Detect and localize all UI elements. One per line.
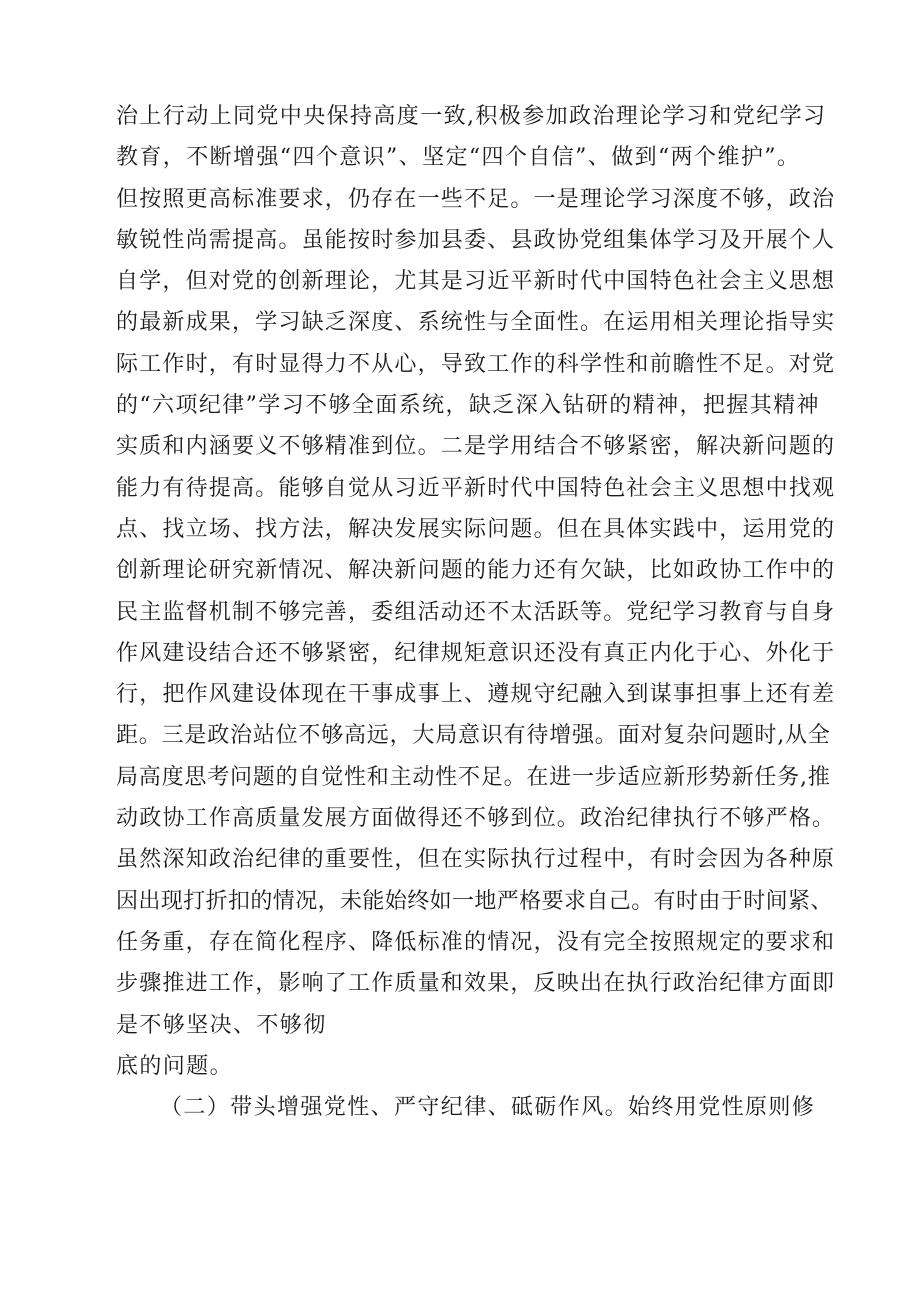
- text-line: 行，把作风建设体现在干事成事上、遵规守纪融入到谋事担事上还有差: [116, 682, 836, 708]
- text-line: 的“六项纪律”学习不够全面系统，缺乏深入钻研的精神，把握其精神: [116, 393, 820, 419]
- text-line: 距。三是政治站位不够高远，大局意识有待增强。面对复杂问题时,从全: [116, 723, 831, 749]
- text-line: 能力有待提高。能够自觉从习近平新时代中国特色社会主义思想中找观: [116, 475, 836, 501]
- section-heading: （二）带头增强党性、严守纪律、砥砺作风。始终用党性原则修: [160, 1095, 816, 1121]
- text-line: 民主监督机制不够完善，委组活动还不太活跃等。党纪学习教育与自身: [116, 599, 836, 625]
- text-line: 因出现打折扣的情况，未能始终如一地严格要求自己。有时由于时间紧、: [116, 888, 833, 914]
- text-line: 点、找立场、找方法，解决发展实际问题。但在具体实践中，运用党的: [116, 516, 836, 542]
- text-line: 底的问题。: [116, 1053, 234, 1079]
- text-line: 治上行动上同党中央保持高度一致,积极参加政治理论学习和党纪学习: [116, 104, 827, 129]
- text-line: 虽然深知政治纪律的重要性，但在实际执行过程中，有时会因为各种原: [116, 847, 836, 873]
- text-line: 自学，但对党的创新理论，尤其是习近平新时代中国特色社会主义思想: [116, 269, 836, 295]
- text-line: 实质和内涵要义不够精准到位。二是学用结合不够紧密，解决新问题的: [116, 434, 836, 460]
- text-line: 动政协工作高质量发展方面做得还不够到位。政治纪律执行不够严格。: [116, 806, 836, 832]
- text-line: 步骤推进工作，影响了工作质量和效果，反映出在执行政治纪律方面即: [116, 971, 836, 997]
- text-line: 任务重，存在简化程序、降低标准的情况，没有完全按照规定的要求和: [116, 929, 836, 955]
- text-line: 创新理论研究新情况、解决新问题的能力还有欠缺，比如政协工作中的: [116, 558, 836, 584]
- text-line: 是不够坚决、不够彻: [116, 1012, 327, 1038]
- body-text: [116, 96, 836, 1128]
- text-line: 的最新成果，学习缺乏深度、系统性与全面性。在运用相关理论指导实: [116, 310, 836, 336]
- text-line: 作风建设结合还不够紧密，纪律规矩意识还没有真正内化于心、外化于: [116, 640, 836, 666]
- text-line: 但按照更高标准要求，仍存在一些不足。一是理论学习深度不够，政治: [116, 186, 836, 212]
- text-line: 际工作时，有时显得力不从心，导致工作的科学性和前瞻性不足。对党: [116, 351, 836, 377]
- text-line: 敏锐性尚需提高。虽能按时参加县委、县政协党组集体学习及开展个人: [116, 227, 836, 253]
- text-line: 教育，不断增强“四个意识”、坚定“四个自信”、做到“两个维护”。: [116, 145, 801, 171]
- text-line: 局高度思考问题的自觉性和主动性不足。在进一步适应新形势新任务,推: [116, 764, 831, 790]
